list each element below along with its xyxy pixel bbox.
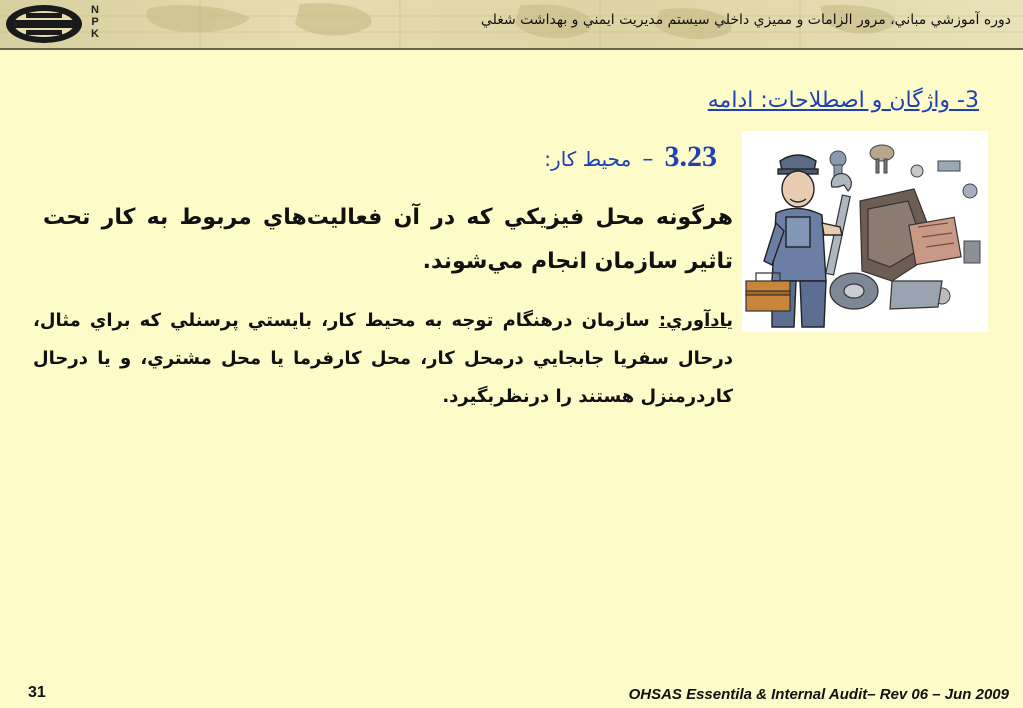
term-number: 3.23 [664,140,717,173]
page-number: 31 [28,684,46,701]
logo-letter-k: K [91,28,99,40]
footer-text: OHSAS Essentila & Internal Audit– Rev 06 – Jun 2009 [628,686,1009,703]
worker-with-tools-icon [742,131,988,332]
logo-letter-n: N [91,4,99,16]
note-text: سازمان درهنگام توجه به محيط كار، بايستي پرسنلي كه براي مثال، درحال سفريا جابجايي درمحل كار، محل كارفرما يا محل مشتري، و يا درحال كاردرمنزل هستند را درنظربگيرد. [33,310,733,407]
worker-illustration [742,131,988,332]
term-separator: – [642,147,654,172]
term-heading [544,140,717,174]
logo-letter-p: P [91,16,99,28]
term-label: محيط كار: [544,147,632,171]
course-title: دوره آموزشي مباني، مرور الزامات و مميزي داخلي سيستم مديريت ايمني و بهداشت شغلي [480,12,1011,28]
npk-letters [88,4,102,40]
note-paragraph [33,302,733,416]
header-band [0,0,1023,50]
section-title: 3- واژگان و اصطلاحات: ادامه [707,88,979,113]
note-label: يادآوري: [658,310,733,331]
npk-logo [4,3,84,45]
term-definition: هرگونه محل فيزيكي كه در آن فعاليت‌هاي مربوط به كار تحت تاثير سازمان انجام مي‌شوند. [43,205,733,274]
